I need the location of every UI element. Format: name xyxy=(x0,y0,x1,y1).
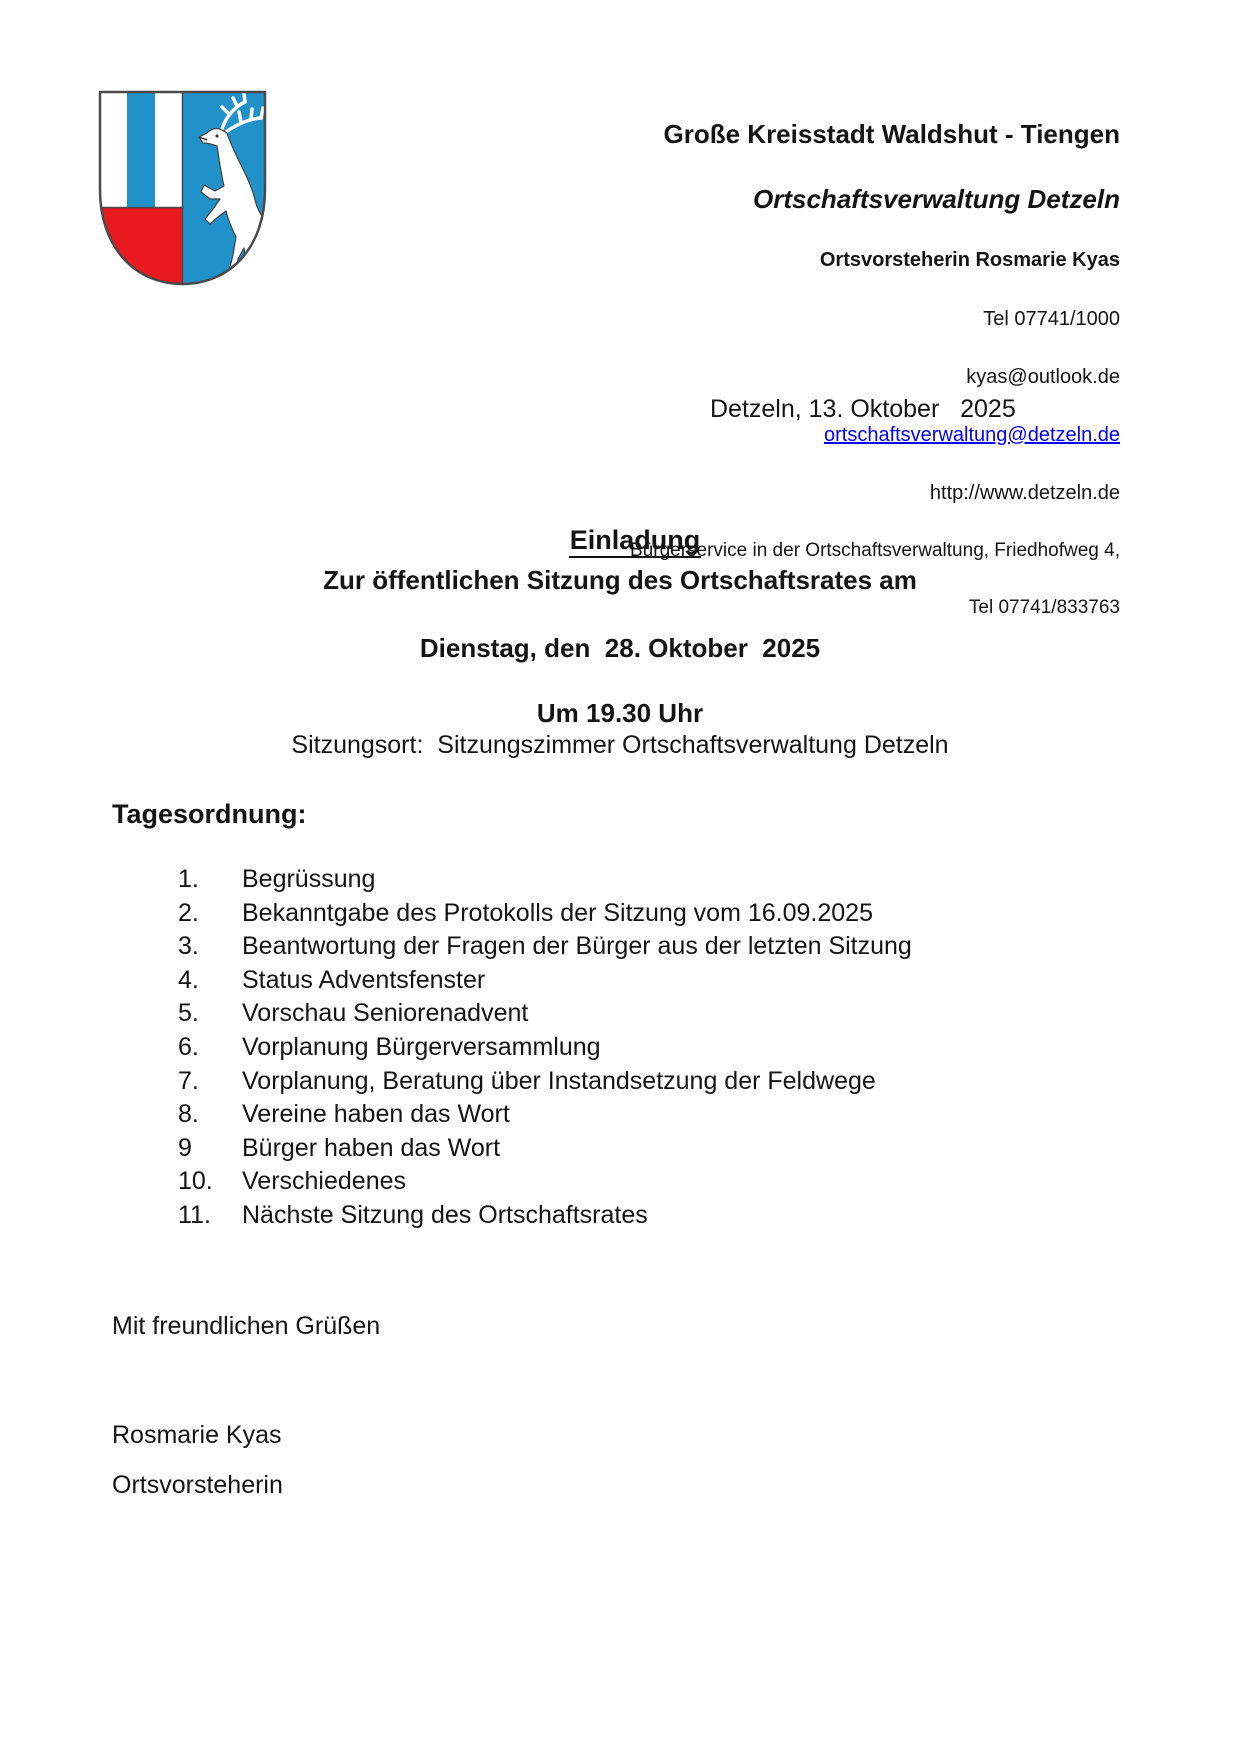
agenda-item xyxy=(178,1031,1180,1065)
agenda-item-text: Vorplanung Bürgerversammlung xyxy=(242,1032,601,1061)
agenda-item-text: Beantwortung der Fragen der Bürger aus der letzten Sitzung xyxy=(242,932,912,961)
org-phone: Tel 07741/1000 xyxy=(983,308,1120,330)
agenda-item xyxy=(178,897,1180,931)
agenda-item xyxy=(178,1165,1180,1199)
agenda-item-number: 11. xyxy=(178,1200,211,1229)
agenda-item-number: 1. xyxy=(178,865,199,893)
letter-title-text: Einladung xyxy=(569,525,702,558)
agenda-item xyxy=(178,930,1180,964)
agenda-item-text: Bürger haben das Wort xyxy=(242,1133,501,1162)
agenda-item-text: Bekanntgabe des Protokolls der Sitzung vom 16.09.2025 xyxy=(242,898,873,927)
meeting-subject: Zur öffentlichen Sitzung des Ortschaftsrates am xyxy=(323,565,917,595)
agenda-item-text: Nächste Sitzung des Ortschaftsrates xyxy=(242,1200,648,1229)
agenda-item xyxy=(178,1132,1180,1166)
closing-salutation: Mit freundlichen Grüßen xyxy=(112,1312,381,1340)
meeting-location: Sitzungsort: Sitzungszimmer Ortschaftsverwaltung Detzeln xyxy=(291,731,949,759)
personal-email: kyas@outlook.de xyxy=(966,366,1120,388)
agenda-item xyxy=(178,1199,1180,1233)
agenda-item xyxy=(178,1098,1180,1132)
signer-role: Ortsvorsteherin xyxy=(112,1471,283,1499)
service-phone: Tel 07741/833763 xyxy=(968,597,1120,618)
org-website: http://www.detzeln.de xyxy=(929,482,1120,504)
agenda-item-number: 2. xyxy=(178,898,199,927)
agenda-item xyxy=(178,863,1180,897)
agenda-item-text: Vorschau Seniorenadvent xyxy=(242,999,529,1028)
agenda-item-text: Status Adventsfenster xyxy=(242,965,486,994)
agenda-item xyxy=(178,964,1180,998)
agenda-item xyxy=(178,997,1180,1031)
agenda-item-text: Vorplanung, Beratung über Instandsetzung der Feldwege xyxy=(242,1066,876,1095)
agenda-item-text: Vereine haben das Wort xyxy=(242,1100,510,1129)
meeting-date: Dienstag, den 28. Oktober 2025 xyxy=(419,633,821,663)
office-email-link[interactable]: ortschaftsverwaltung@detzeln.de xyxy=(823,424,1120,446)
meeting-time: Um 19.30 Uhr xyxy=(536,698,704,728)
agenda-item-number: 7. xyxy=(178,1066,199,1095)
agenda-item-number: 4. xyxy=(178,965,199,994)
agenda-item-number: 10. xyxy=(178,1167,213,1196)
coat-of-arms-icon xyxy=(95,86,270,290)
agenda-item xyxy=(178,1065,1180,1099)
agenda-list xyxy=(178,863,1180,1233)
agenda-item-text: Begrüssung xyxy=(242,865,376,893)
signer-name: Rosmarie Kyas xyxy=(112,1421,282,1449)
agenda-item-number: 8. xyxy=(178,1100,199,1129)
org-department: Ortschaftsverwaltung Detzeln xyxy=(753,184,1120,214)
agenda-item-number: 9 xyxy=(178,1133,192,1162)
agenda-item-text: Verschiedenes xyxy=(242,1167,407,1196)
org-contact-person: Ortsvorsteherin Rosmarie Kyas xyxy=(819,249,1120,271)
agenda-heading: Tagesordnung: xyxy=(112,799,307,829)
service-address: Bürgerservice in der Ortschaftsverwaltung, Friedhofweg 4, xyxy=(630,540,1120,561)
agenda-item-number: 3. xyxy=(178,932,199,961)
agenda-item-number: 6. xyxy=(178,1032,199,1061)
agenda-item-number: 5. xyxy=(178,999,199,1028)
org-name: Große Kreisstadt Waldshut - Tiengen xyxy=(663,119,1120,149)
dateline: Detzeln, 13. Oktober 2025 xyxy=(710,395,1016,423)
